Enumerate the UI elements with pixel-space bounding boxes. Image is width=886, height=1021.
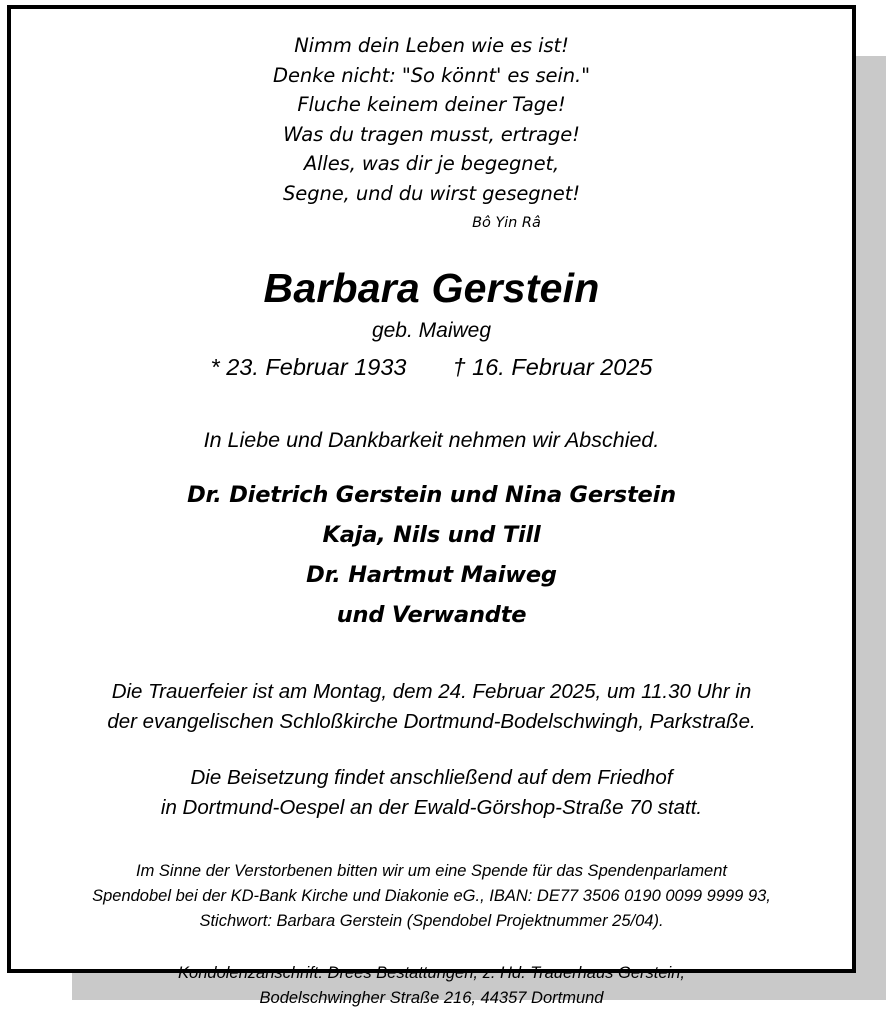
verse-line: Was du tragen musst, ertrage! bbox=[283, 122, 580, 146]
maiden-name: geb. Maiweg bbox=[371, 319, 492, 342]
condolence-line: Kondolenzanschrift: Drees Bestattungen, z. Hd. Trauerhaus Gerstein, bbox=[178, 964, 685, 982]
condolence-line: Bodelschwingher Straße 216, 44357 Dortmund bbox=[259, 989, 604, 1007]
farewell-text: In Liebe und Dankbarkeit nehmen wir Abschied. bbox=[203, 428, 660, 452]
burial-line: Die Beisetzung findet anschließend auf dem Friedhof bbox=[190, 766, 673, 789]
verse-line: Alles, was dir je begegnet, bbox=[303, 152, 560, 175]
death-symbol: † bbox=[452, 354, 466, 380]
family-member-line: Dr. Dietrich Gerstein und Nina Gerstein bbox=[187, 482, 676, 508]
burial-block bbox=[41, 763, 822, 823]
verse-line: Denke nicht: "So könnt' es sein." bbox=[273, 63, 590, 87]
card-content bbox=[11, 9, 852, 1021]
death-date: 16. Februar 2025 bbox=[472, 354, 653, 380]
donation-line: Spendobel bei der KD-Bank Kirche und Diakonie eG., IBAN: DE77 3506 0190 0099 9999 93, bbox=[92, 887, 771, 905]
obituary-card bbox=[7, 5, 856, 1007]
family-member-line: und Verwandte bbox=[336, 602, 527, 628]
birth-date: 23. Februar 1933 bbox=[226, 354, 407, 380]
donation-line: Im Sinne der Verstorbenen bitten wir um eine Spende für das Spendenparlament bbox=[136, 862, 727, 880]
deceased-name: Barbara Gerstein bbox=[263, 265, 600, 311]
condolence-block bbox=[41, 961, 822, 1011]
verse-line: Segne, und du wirst gesegnet! bbox=[283, 181, 580, 205]
ceremony-line: Die Trauerfeier ist am Montag, dem 24. Februar 2025, um 11.30 Uhr in bbox=[111, 680, 752, 703]
ceremony-line: der evangelischen Schloßkirche Dortmund-Bodelschwingh, Parkstraße. bbox=[107, 710, 756, 733]
family-member-line: Dr. Hartmut Maiweg bbox=[306, 562, 557, 588]
verse-line: Fluche keinem deiner Tage! bbox=[297, 93, 566, 116]
life-dates bbox=[41, 351, 822, 384]
birth-symbol: * bbox=[210, 354, 220, 380]
verse-line: Nimm dein Leben wie es ist! bbox=[294, 34, 569, 57]
verse-attribution: Bô Yin Râ bbox=[472, 215, 541, 231]
deceased-block bbox=[41, 263, 822, 384]
family-list bbox=[41, 475, 822, 635]
donation-line: Stichwort: Barbara Gerstein (Spendobel Projektnummer 25/04). bbox=[199, 912, 664, 930]
family-member-line: Kaja, Nils und Till bbox=[322, 522, 541, 548]
verse-block bbox=[41, 31, 822, 236]
donation-block bbox=[41, 859, 822, 934]
ceremony-block bbox=[41, 677, 822, 737]
burial-line: in Dortmund-Oespel an der Ewald-Görshop-Straße 70 statt. bbox=[160, 796, 703, 819]
